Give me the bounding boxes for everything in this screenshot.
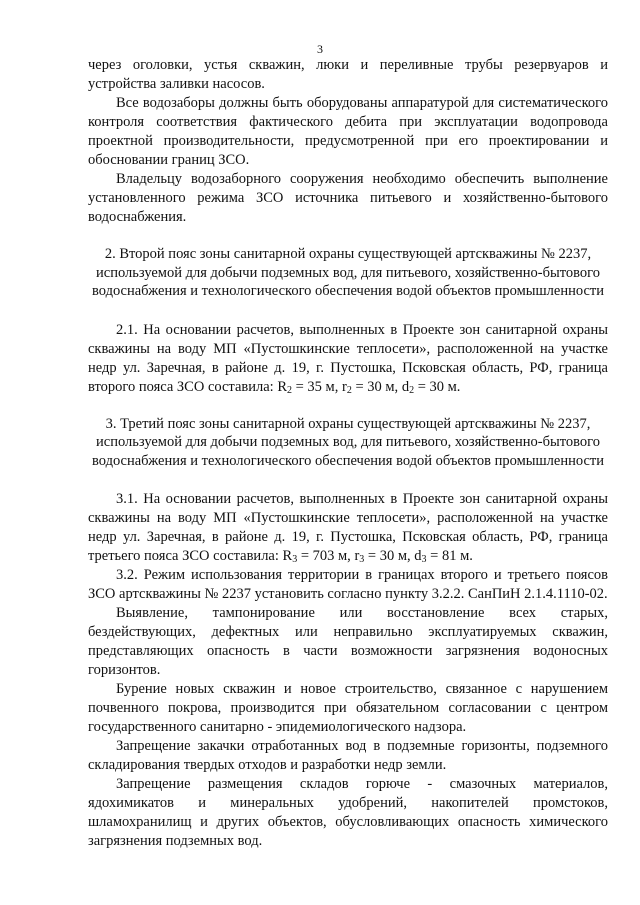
formula-r: r (354, 548, 360, 564)
formula-r-sub: 2 (346, 384, 352, 396)
paragraph-3-2: 3.2. Режим использования территории в границах второго и третьего поясов ЗСО артскважины № 2237 установить согласно пункту 3.2.2. СанПиН 2.1.4.1110-02. (88, 567, 608, 602)
formula-r-sub: 3 (359, 554, 365, 565)
formula-d-value: = 30 м. (414, 378, 461, 395)
formula-R-sub: 2 (287, 384, 292, 396)
paragraph-owner-duty: Владельцу водозаборного сооружения необходимо обеспечить выполнение установленного режима ЗСО источника питьевого и хозяйственно-бытового водоснабжения. (88, 171, 608, 225)
formula-d: d (414, 548, 422, 564)
paragraph-wells-plugging: Выявление, тампонирование или восстановление всех старых, бездействующих, дефектных или неправильно эксплуатируемых скважин, представляющих опасность в части возможности загрязнения водоносных горизонтов. (88, 605, 608, 678)
page-number: 3 (317, 42, 323, 56)
formula-r-value: = 30 м, (364, 548, 415, 564)
formula-r: r (341, 378, 347, 395)
formula-R-sub: 3 (292, 554, 298, 565)
document-body (88, 56, 608, 851)
formula-R-value: = 35 м, (292, 378, 342, 395)
formula-R-value: = 703 м, (297, 548, 355, 564)
paragraph-2-1-text: 2.1. На основании расчетов, выполненных в Проекте зон санитарной охраны скважины на воду МП «Пустошкинские теплосети», расположенной на участке недр ул. Заречная, в районе д. 19, г. Пустошка, Псковская область, РФ, граница второго пояса ЗСО составила: (88, 321, 608, 395)
section-3-heading: 3. Третий пояс зоны санитарной охраны существующей артскважины № 2237, используемой для добычи подземных вод, для питьевого, хозяйственно-бытового водоснабжения и технологического обеспечения водой объектов промышленности (91, 415, 605, 469)
paragraph-injection-ban: Запрещение закачки отработанных вод в подземные горизонты, подземного складирования твердых отходов и разработки недр земли. (88, 738, 608, 773)
paragraph-storage-ban: Запрещение размещения складов горюче - смазочных материалов, ядохимикатов и минеральных удобрений, накопителей промстоков, шламохранилищ и других объектов, обусловливающих опасность химического загрязнения подземных вод. (88, 776, 608, 849)
formula-d-sub: 3 (421, 554, 427, 565)
paragraph-3-1 (88, 490, 608, 566)
paragraph-2-1 (88, 321, 608, 397)
paragraph-new-drilling: Бурение новых скважин и новое строительство, связанное с нарушением почвенного покрова, производится при обязательном согласовании с центром государственного санитарно - эпидемиологического надзора. (88, 681, 608, 735)
formula-d: d (401, 378, 410, 395)
section-2-heading: 2. Второй пояс зоны санитарной охраны существующей артскважины № 2237, используемой для добычи подземных вод, для питьевого, хозяйственно-бытового водоснабжения и технологического обеспечения водой объектов промышленности (91, 246, 605, 299)
formula-d-value: = 81 м. (426, 548, 473, 564)
formula-r-value: = 30 м, (351, 378, 402, 395)
paragraph-3-1-text: 3.1. На основании расчетов, выполненных в Проекте зон санитарной охраны скважины на воду МП «Пустошкинские теплосети», расположенной на участке недр ул. Заречная, в районе д. 19, г. Пустошка, Псковская область, РФ, граница третьего пояса ЗСО составила: (88, 491, 608, 564)
paragraph-monitoring-equipment: Все водозаборы должны быть оборудованы аппаратурой для систематического контроля соответствия фактического дебита при эксплуатации водопровода проектной производительности, предусмотренной при его проектировании и обосновании границ ЗСО. (88, 95, 608, 168)
formula-d-sub: 2 (409, 384, 415, 396)
formula-R: R (282, 548, 293, 564)
paragraph-continuation: через оголовки, устья скважин, люки и переливные трубы резервуаров и устройства заливки насосов. (88, 57, 608, 92)
formula-R: R (277, 378, 287, 395)
